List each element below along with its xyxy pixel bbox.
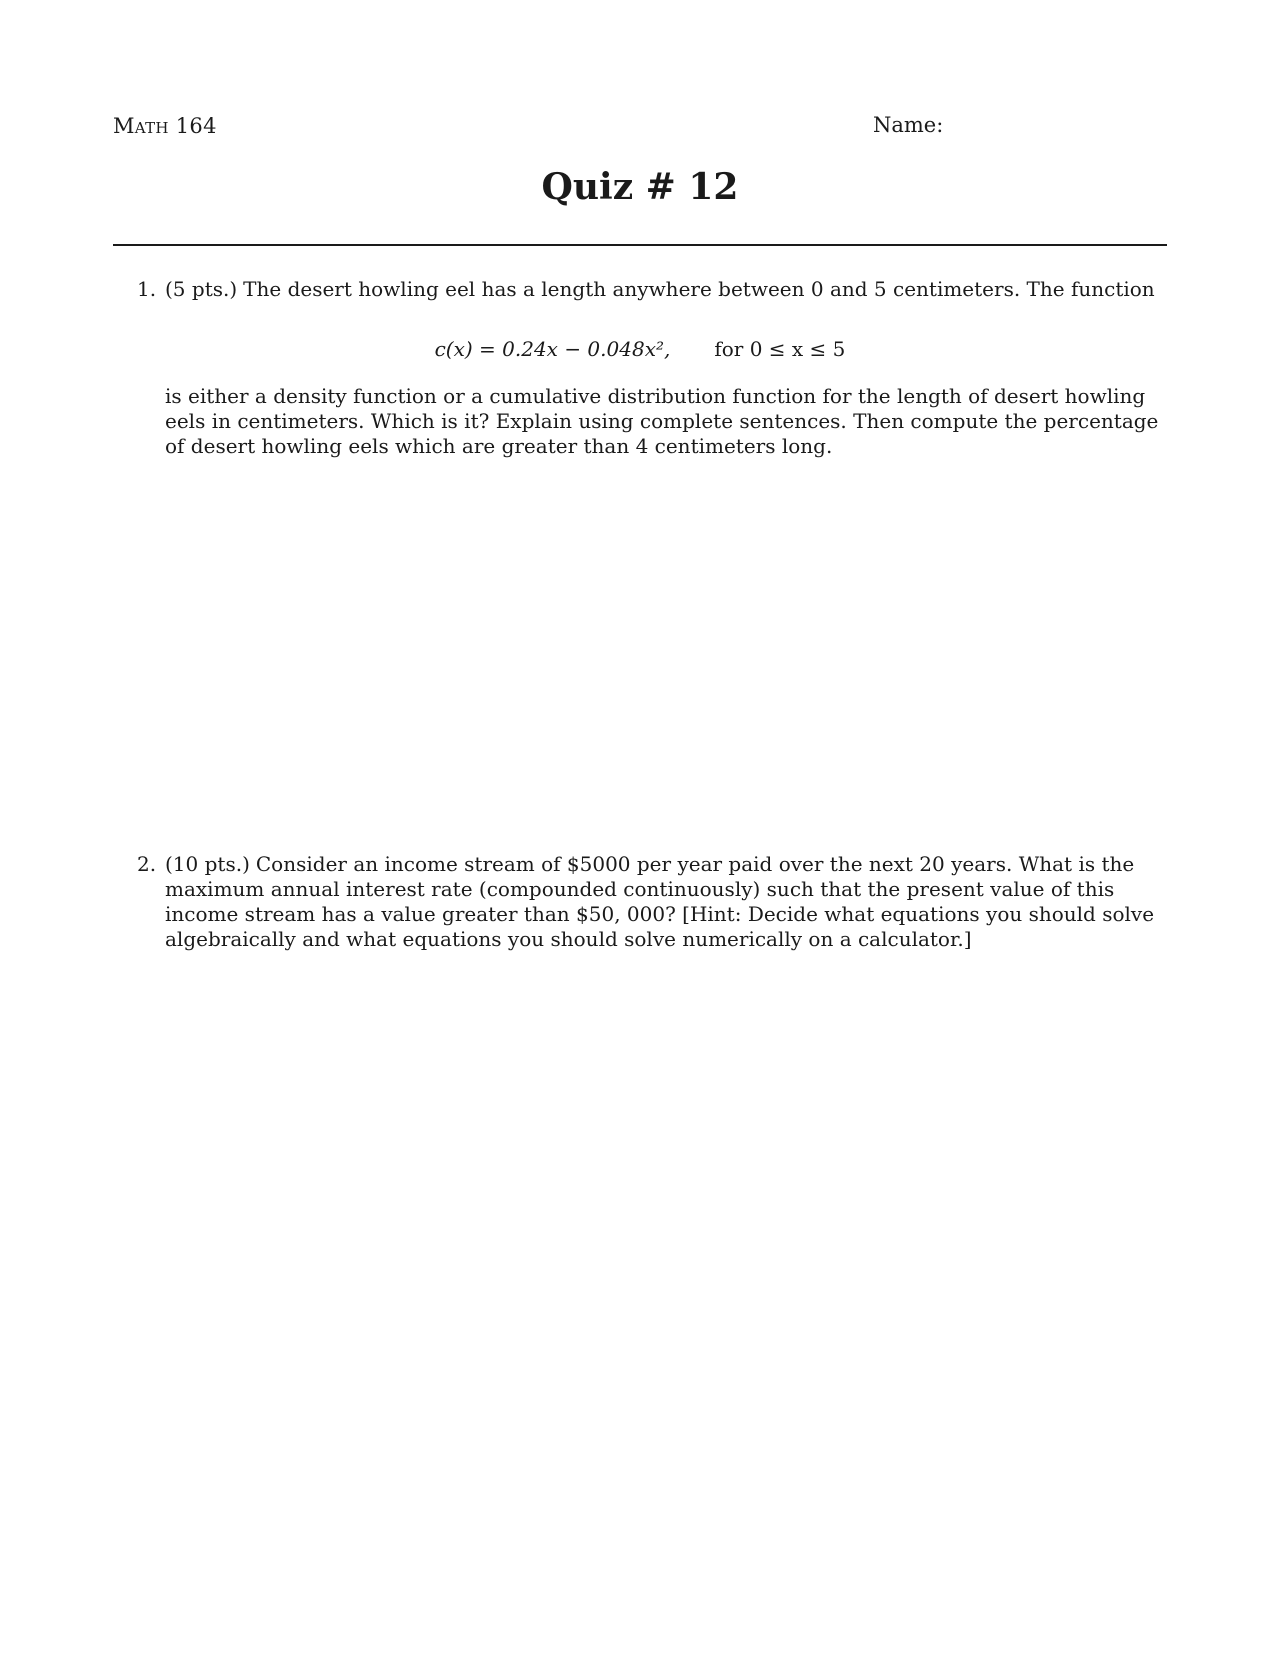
page-title: Quiz # 12 — [541, 166, 739, 208]
name-label: Name: — [873, 113, 944, 137]
problem-1 — [113, 277, 1167, 302]
header-divider — [113, 244, 1167, 246]
course-label: Math 164 — [113, 114, 217, 138]
problem-2 — [113, 852, 1167, 952]
problem-1-number: 1. — [137, 277, 157, 301]
problem-1-points: (5 pts.) — [165, 277, 238, 301]
problem-1-equation — [113, 337, 1167, 362]
problem-1-intro: The desert howling eel has a length anywhere between 0 and 5 centimeters. The function — [243, 277, 1155, 301]
problem-2-number: 2. — [137, 852, 157, 876]
equation-domain: for 0 ≤ x ≤ 5 — [714, 337, 846, 361]
problem-2-points: (10 pts.) — [165, 852, 250, 876]
equation-expression: c(x) = 0.24x − 0.048x², — [434, 337, 671, 361]
problem-1-continuation: is either a density function or a cumulative distribution function for the length of desert howling eels in centimeters. Which is it? Explain using complete sentences. Then compute the percentage of desert howling eels which are greater than 4 centimeters long. — [165, 384, 1159, 458]
problem-2-text: Consider an income stream of $5000 per year paid over the next 20 years. What is the maximum annual interest rate (compounded continuously) such that the present value of this income stream has a value greater than $50, 000? [Hint: Decide what equations you should solve algebraically and what equations you should solve numerically on a calculator.] — [165, 852, 1155, 951]
